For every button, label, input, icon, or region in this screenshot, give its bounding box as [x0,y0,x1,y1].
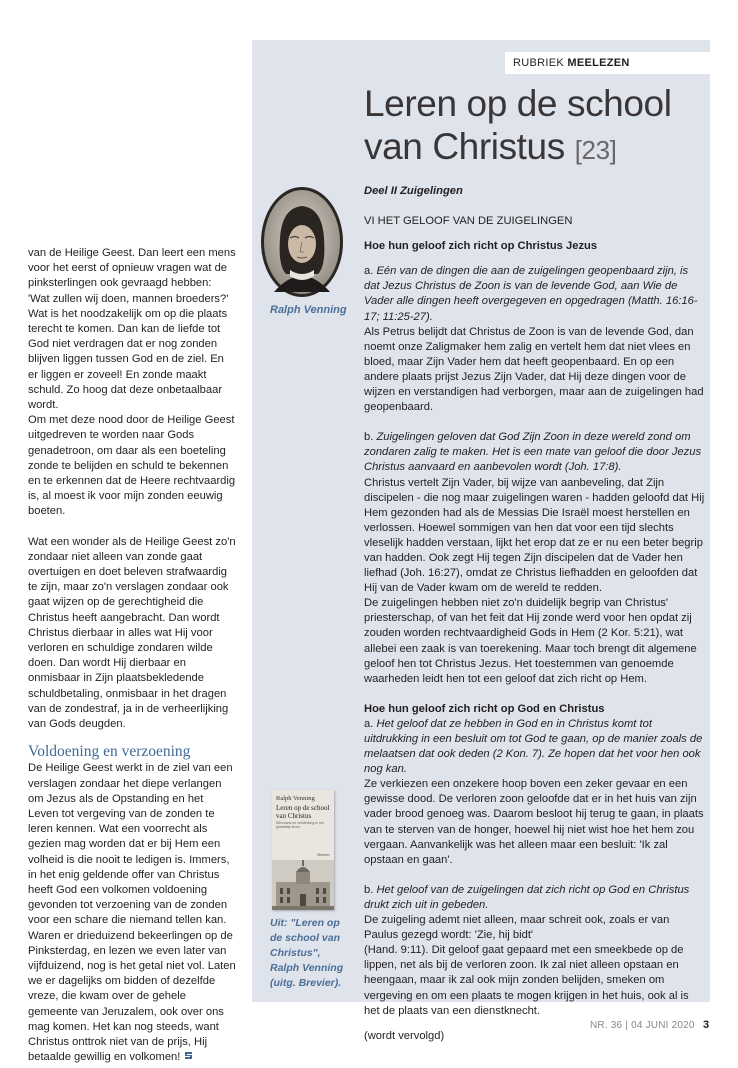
part-heading: Deel II Zuigelingen [364,185,463,197]
point-b-text-2: De zuigelingen hebben niet zo'n duidelijk begrip van Christus' priesterschap, of van het feit dat Hij zonde werd voor hen opdat zij zouden worden rechtvaardigheid Gods in Hem (2 Kor. 5:21), wat allebei een zaak is van toerekening. Maar toch brengt dit algemene geloof hen tot Christus Jezus. Het toestemmen van genoemde waarheden leidt hen tot een geloof dat zich richt op Hem. [364,597,697,685]
point-d-text-1: De zuigeling ademt niet alleen, maar schreit ook, zoals er van Paulus gezegd wordt: 'Zie, hij bidt' [364,914,670,942]
point-c-text: Ze verkiezen een onzekere hoop boven een zeker gevaar en een gewisse dood. De verloren zoon geloofde dat er in het huis van zijn vader brood genoeg was. Daarom besloot hij terug te gaan, in plaats van te sterven van de honger, hoewel hij niet wist hoe het hem zou vergaan. Aanvankelijk was het alleen maar een besluit: 'Ik zal opstaan en gaan'. [364,778,704,866]
article-title [364,82,704,172]
rubriek-prefix: RUBRIEK [513,57,564,69]
right-column [364,184,706,1044]
left-paragraph: De Heilige Geest werkt in de ziel van een verslagen zondaar het diepe verlangen om Jezus als de Opstanding en het Leven tot vergeving van de zonden te leren kennen. Wat een voorrecht als gezien mag worden dat er bij Hem een volheid is die nooit te ledigen is. Immers, in het enig geldende offer van Christus heeft God een volkomen voldoening gevonden tot verzoening van de zonden voor een schare die niemand tellen kan. [28,762,233,927]
point-d-text-2: (Hand. 9:11). Dit geloof gaat gepaard met een smeekbede op de lippen, net als bij de verloren zoon. Ik zal niet alleen opstaan en heengaan, maar ik zal ook mijn zonden belijden, smeken om vergeving en om een plaats te mogen krijgen in het huis, ook al is het de plaats van een dienstknecht. [364,944,689,1017]
book-cover [272,790,334,910]
title-line-2 [364,125,704,172]
book-subtitle: Stimulans en versterking in het geestelijk leven [276,821,324,829]
left-paragraph-text: Waren er drieduizend bekeerlingen op de Pinksterdag, en lezen we even later van vijfduizend, nog is het getal niet vol. Laten we er dagelijks om bidden of dezelfde vreze, die kwam over de gehele gemeente van Jeruzalem, ook over ons mag komen. Het kan nog steeds, want Christus onttrok niet van de prijs, Hij betaalde gewillig en volkomen! [28,929,236,1064]
point-c-italic: Het geloof dat ze hebben in God en in Christus komt tot uitdrukking in een besluit om tot God te gaan, op de manier zoals de melaatsen dat ook deden (2 Kon. 7). Ze hopen dat het voor hen ook nog kan. [364,717,703,776]
left-paragraph: van de Heilige Geest. Dan leert een mens voor het eerst of opnieuw vragen wat de pinksterlingen ook gevraagd hebben: 'Wat zullen wij doen, mannen broeders?' [28,247,236,305]
point-d-intro [364,883,706,913]
subheading-2: Hoe hun geloof zich richt op God en Christus [364,702,605,715]
section-heading: VI HET GELOOF VAN DE ZUIGELINGEN [364,215,573,228]
point-label: a. [364,265,374,278]
book-publisher: Brevier [317,852,330,857]
point-a-italic: Eén van de dingen die aan de zuigelingen geopenbaard zijn, is dat Jezus Christus de Zoon is van de levende God, aan Wie de Vader alle dingen heeft overgegeven en opgedragen (Matth. 16:16-17; 11:25-27). [364,265,698,323]
point-d-italic: Het geloof van de zuigelingen dat zich richt op God en Christus drukt zich uit in gebeden. [364,883,690,911]
book-cover-building-illustration [272,860,334,910]
ralph-venning-portrait [260,186,344,298]
rubriek-label [505,52,710,74]
point-label: b. [364,431,374,444]
point-b-text-1: Christus vertelt Zijn Vader, bij wijze van aanbeveling, dat Zijn discipelen - die nog maar zuigelingen waren - hadden geloofd dat Hij Hem gezonden had als de Messias Die Israël moest herstellen en verlossen. Hoewel sommigen van hen dat voor een tijd slechts vleselijk hadden verstaan, lijkt het erop dat ze er nu een beter begrip van hadden. Ook zegt Hij tegen Zijn discipelen dat de Vader hen liefhad (Joh. 16:27), omdat ze Christus liefhadden en geloofden dat Hij van de Vader kwam om de wereld te redden. [364,476,705,595]
left-paragraph: Wat een wonder als de Heilige Geest zo'n zondaar niet alleen van zonde gaat overtuigen en doet beleven strafwaardig te zijn, maar zo'n verslagen zondaar ook gaat wijzen op de gerechtigheid die Christus heeft aangebracht. Dan wordt Christus dierbaar in alles wat Hij voor verloren en schuldige zondaren wilde doen. Dan wordt Hij dierbaar en onmisbaar in Zijn plaatsbekledende schuldbetaling, onmisbaar in het dragen van de zondestraf, ja in de verheerlijking van Gods deugden. [28,535,236,731]
page-number: 3 [703,1019,710,1031]
left-paragraph: Om met deze nood door de Heilige Geest uitgedreven te worden naar Gods genadetroon, om daar als een boeteling zonde te belijden en schuld te bekennen en te erkennen dat de Heere rechtvaardig is, al moest ik voor mijn zonden eeuwig boeten. [28,414,236,518]
to-be-continued: (wordt vervolgd) [364,1029,445,1042]
book-title: Leren op de school van Christus [276,804,330,820]
subheading-1: Hoe hun geloof zich richt op Christus Jezus [364,240,598,253]
title-line-1: Leren op de school [364,83,672,124]
point-a-intro [364,264,706,324]
point-a-text: Als Petrus belijdt dat Christus de Zoon is van de levende God, dan noemt onze Zaligmaker hem zalig en vertelt hem dat niet vlees en bloed, maar Zijn Vader hem dat heeft geopenbaard. En op een andere plaats prijst Jezus Zijn Vader, dat Hij deze dingen voor de wijzen en verstandigen had verborgen, maar aan de zuigelingen had geopenbaard. [364,325,704,414]
point-c-intro [364,717,706,777]
title-line-2-text: van Christus [364,126,565,167]
left-subheading: Voldoening en verzoening [28,743,191,761]
book-caption: Uit: "Leren op de school van Christus", Ralph Venning (uitg. Brevier). [270,917,344,989]
left-paragraph [28,929,236,1066]
left-column [28,246,236,1065]
left-paragraph: Wat is het noodzakelijk om op die plaats terecht te komen. Dan kan de liefde tot God niet verdragen dat er nog zonden blijven liggen tussen God en de ziel. En er liggen er zoveel! En zonde maakt schuld. Zo hoog dat deze onbetaalbaar wordt. [28,307,228,412]
point-b-intro [364,430,706,475]
series-number: [23] [574,135,617,165]
point-label: b. [364,883,374,896]
portrait-caption: Ralph Venning [270,304,347,316]
book-author: Ralph Venning [276,795,315,802]
point-label: a. [364,717,374,730]
end-mark-icon [184,1051,193,1060]
rubriek-name: MEELEZEN [567,57,630,69]
point-b-italic: Zuigelingen geloven dat God Zijn Zoon in deze wereld zond om zondaren zalig te maken. Het is een mate van geloof die door Jezus Christus aanvaard en aanbevolen wordt (Joh. 17:8). [364,431,702,474]
issue-info: NR. 36 | 04 JUNI 2020 [590,1020,695,1031]
